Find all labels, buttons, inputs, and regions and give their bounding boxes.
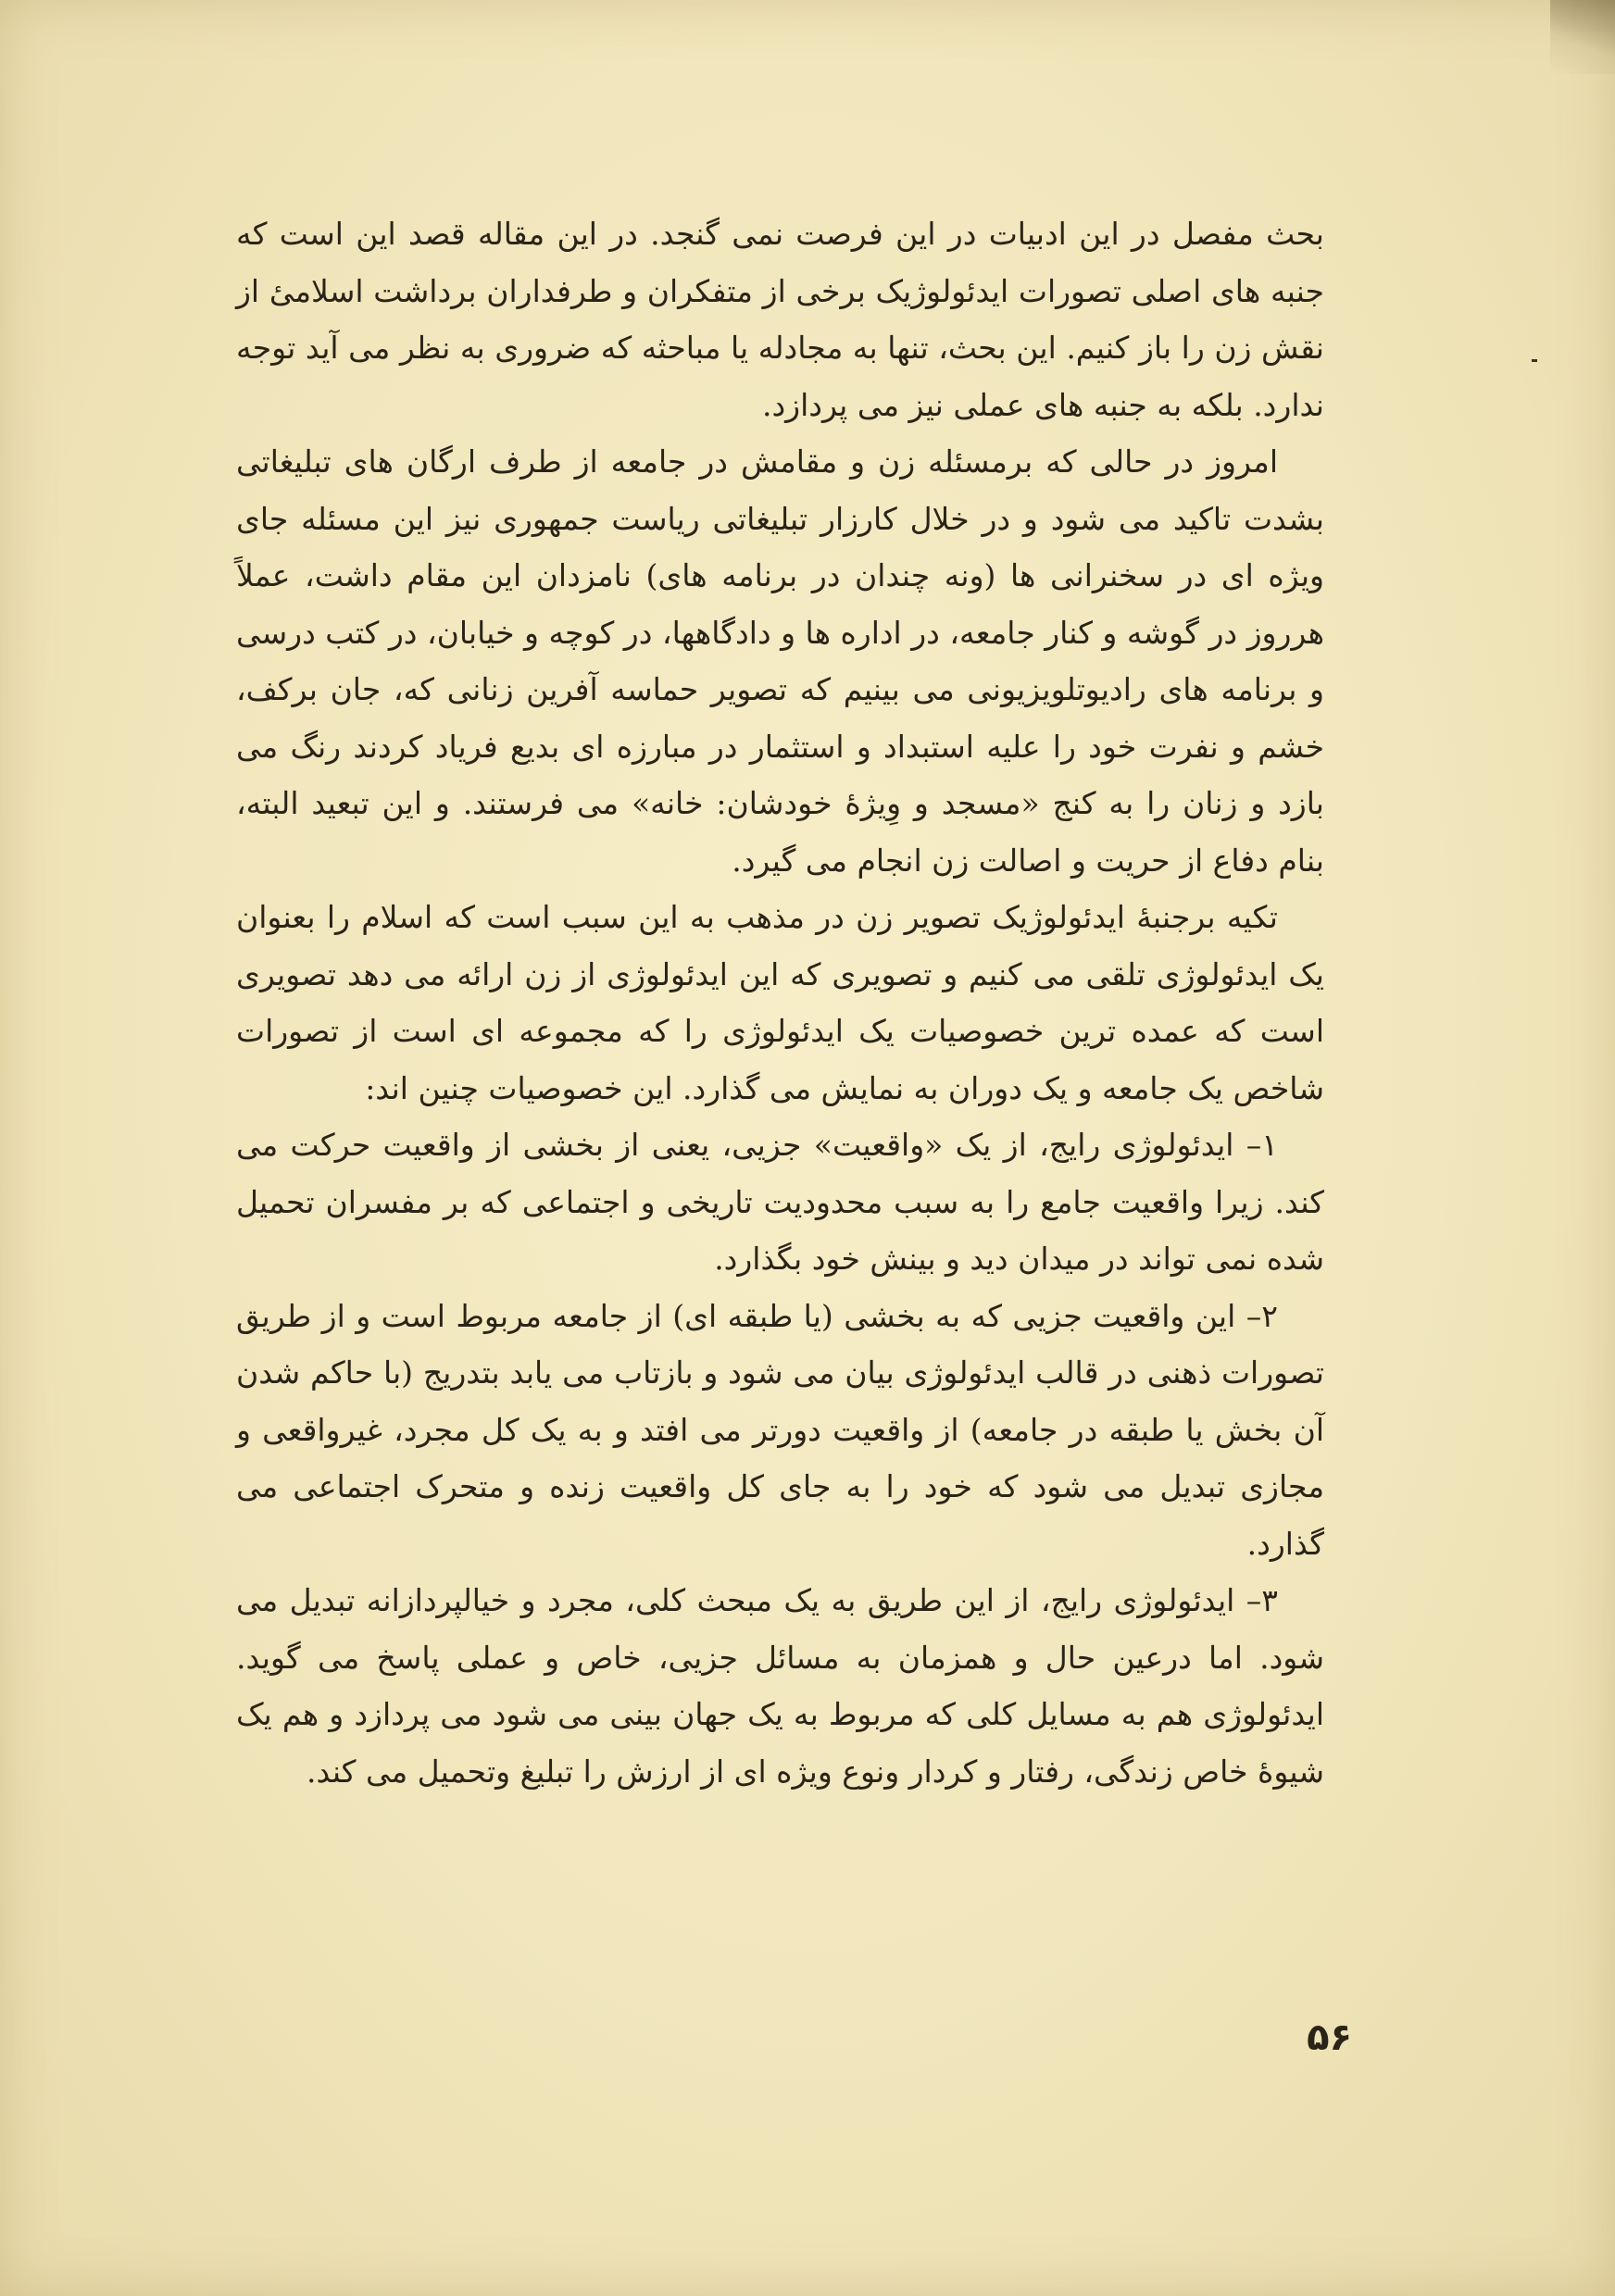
paragraph-point-1: ١– ایدئولوژی رایج، از یک «واقعیت» جزیی، یعنی از بخشی از واقعیت حرکت می کند. زیرا واقعیت جامع را به سبب محدودیت تاریخی و اجتماعی که بر مفسران تحمیل شده نمی تواند در میدان دید و بینش خود بگذارد. — [236, 1127, 1324, 1277]
paragraph-point-2: ٢– این واقعیت جزیی که به بخشی (یا طبقه ای) از جامعه مربوط است و از طریق تصورات ذهنی در قالب ایدئولوژی بیان می شود و بازتاب می یابد بتدریج (با حاکم شدن آن بخش یا طبقه در جامعه) از واقعیت دورتر می افتد و به یک کل مجرد، غیرواقعی و مجازی تبدیل می شود که خود را به جای کل واقعیت زنده و متحرک اجتماعی می گذارد. — [236, 1297, 1324, 1562]
paragraph-ideology-focus: تکیه برجنبهٔ ایدئولوژیک تصویر زن در مذهب به این سبب است که اسلام را بعنوان یک ایدئولوژی تلقی می کنیم و تصویری که این ایدئولوژی از زن ارائه می دهد تصویری است که عمده ترین خصوصیات یک ایدئولوژی را که مجموعه ای است از تصورات شاخص یک جامعه و یک دوران به نمایش می گذارد. این خصوصیات چنین اند: — [236, 899, 1324, 1106]
paragraph-today: امروز در حالی که برمسئله زن و مقامش در جامعه از طرف ارگان های تبلیغاتی بشدت تاکید می شود و در خلال کارزار تبلیغاتی ریاست جمهوری نیز این مسئله جای ویژه ای در سخنرانی ها (ونه چندان در برنامه های) نامزدان این مقام داشت، عملاً هرروز در گوشه و کنار جامعه، در اداره ها و دادگاهها، در کوچه و خیابان، در کتب درسی و برنامه های رادیوتلویزیونی می بینیم که تصویر حماسه آفرین زنانی که، جان برکف، خشم و نفرت خود را علیه استبداد و استثمار در مبارزه ای بدیع فریاد کردند رنگ می بازد و زنان را به کنج «مسجد و وِیژهٔ خودشان: خانه» می فرستند. و این تبعید البته، بنام دفاع از حریت و اصالت زن انجام می گیرد. — [236, 443, 1324, 879]
paragraph-point-3: ٣– ایدئولوژی رایج، از این طریق به یک مبحث کلی، مجرد و خیالپردازانه تبدیل می شود. اما درعین حال و همزمان به مسائل جزیی، خاص و عملی پاسخ می گوید. ایدئولوژی هم به مسایل کلی که مربوط به یک جهان بینی می شود می پردازد و هم یک شیوهٔ خاص زندگی، رفتار و کردار ونوع ویژه ای از ارزش را تبلیغ وتحمیل می کند. — [236, 1582, 1324, 1790]
paragraph-intro: بحث مفصل در این ادبیات در این فرصت نمی گنجد. در این مقاله قصد این است که جنبه های اصلی تصورات ایدئولوژیک برخی از متفکران و طرفداران برداشت اسلامیٔ از نقش زن را باز کنیم. این بحث، تنها به مجادله یا مباحثه که ضروری به نظر می آید توجه ندارد. بلکه به جنبه های عملی نیز می پردازد. — [236, 216, 1324, 423]
page-number: ۵۶ — [1307, 2016, 1352, 2059]
page-corner-shadow — [1550, 0, 1615, 74]
body-text — [236, 206, 1324, 1800]
margin-mark — [1532, 359, 1537, 362]
